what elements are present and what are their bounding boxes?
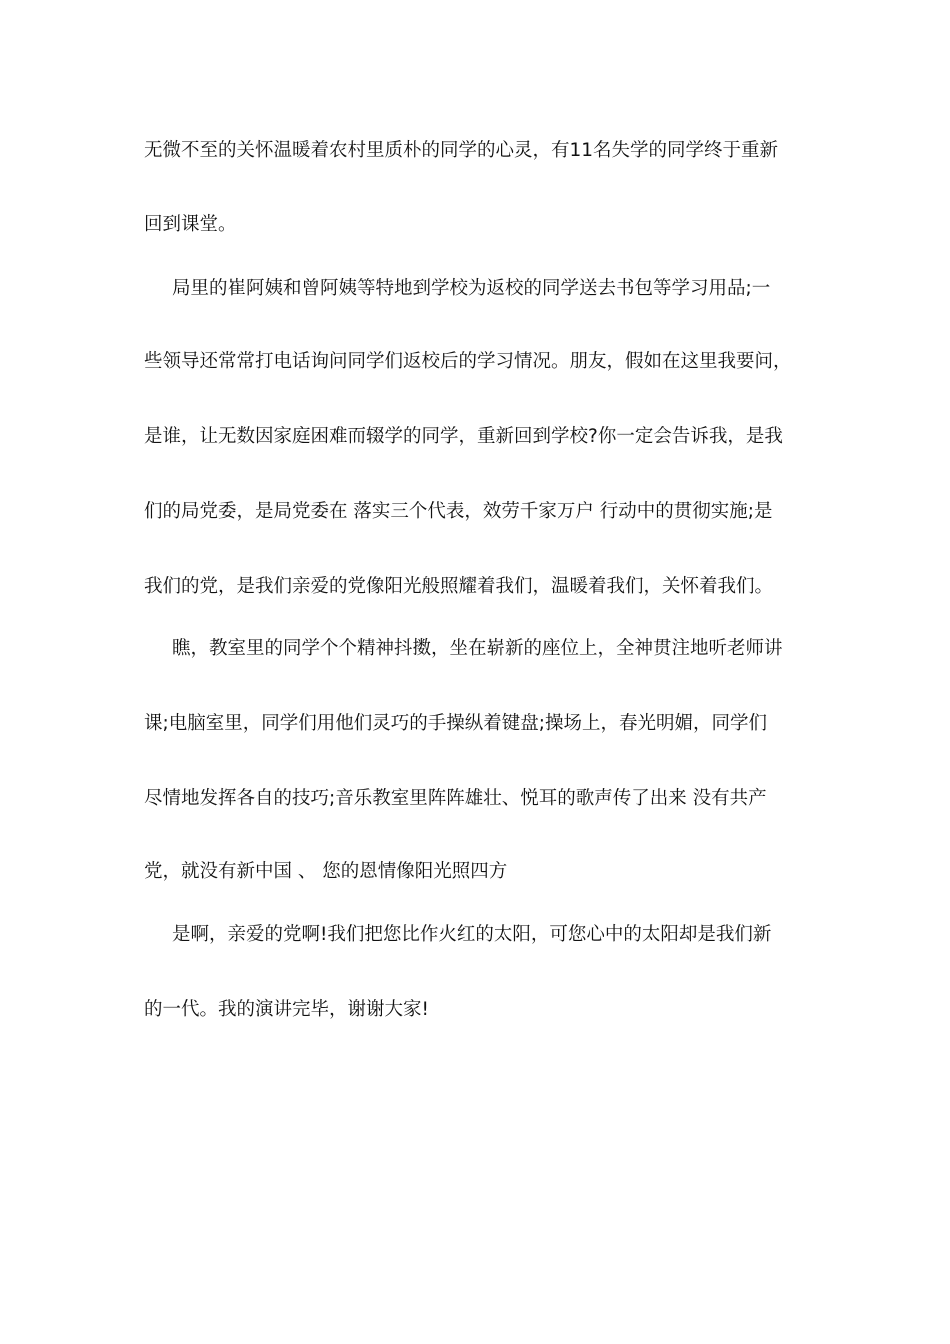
paragraph-4-line-2: 的一代。我的演讲完毕，谢谢大家! bbox=[144, 999, 429, 1020]
paragraph-3-line-1: 瞧，教室里的同学个个精神抖擞，坐在崭新的座位上，全神贯注地听老师讲 bbox=[172, 638, 783, 659]
paragraph-2-line-5: 我们的党，是我们亲爱的党像阳光般照耀着我们，温暖着我们，关怀着我们。 bbox=[144, 576, 774, 597]
paragraph-3-line-3: 尽情地发挥各自的技巧;音乐教室里阵阵雄壮、悦耳的歌声传了出来 没有共产 bbox=[144, 788, 767, 809]
paragraph-1-line-2: 回到课堂。 bbox=[144, 214, 237, 235]
paragraph-2-line-1: 局里的崔阿姨和曾阿姨等特地到学校为返校的同学送去书包等学习用品;一 bbox=[172, 278, 771, 299]
paragraph-4-line-1: 是啊，亲爱的党啊!我们把您比作火红的太阳，可您心中的太阳却是我们新 bbox=[172, 924, 772, 945]
paragraph-3-line-4: 党，就没有新中国 、 您的恩情像阳光照四方 bbox=[144, 861, 508, 882]
paragraph-3-line-2: 课;电脑室里，同学们用他们灵巧的手操纵着键盘;操场上，春光明媚，同学们 bbox=[144, 713, 767, 734]
paragraph-1-line-1: 无微不至的关怀温暖着农村里质朴的同学的心灵，有11名失学的同学终于重新 bbox=[144, 140, 779, 161]
paragraph-2-line-3: 是谁，让无数因家庭困难而辍学的同学，重新回到学校?你一定会告诉我，是我 bbox=[144, 426, 783, 447]
paragraph-2-line-2: 些领导还常常打电话询问同学们返校后的学习情况。朋友，假如在这里我要问， bbox=[144, 351, 792, 372]
paragraph-2-line-4: 们的局党委，是局党委在 落实三个代表，效劳千家万户 行动中的贯彻实施;是 bbox=[144, 501, 773, 522]
